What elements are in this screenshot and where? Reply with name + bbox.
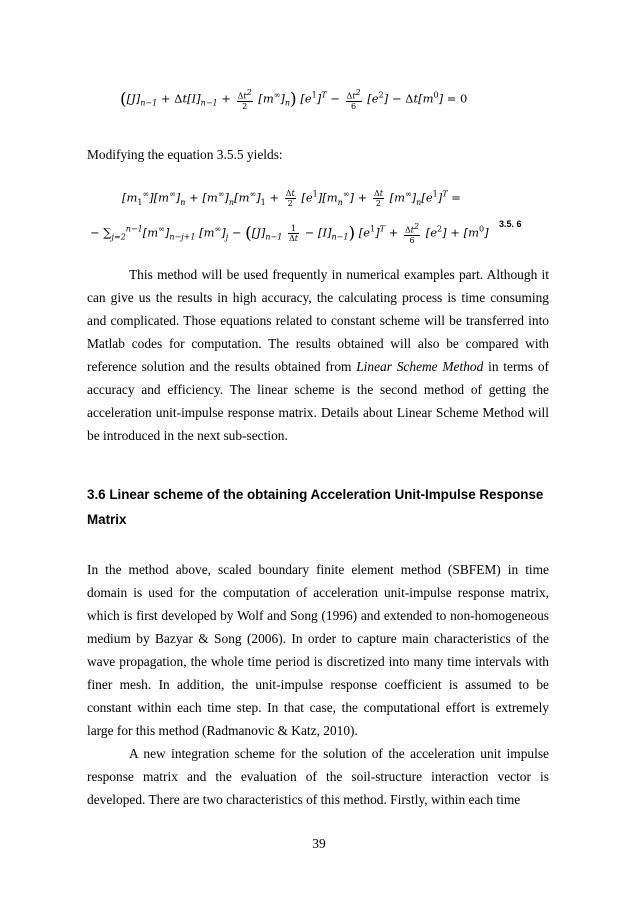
equation-356-line1: $[m_1^\infty][m^\infty]_n + [m^\infty]_n[m^\infty]_1$ + $\frac{\Delta t}{2}$ $[e^1][m_n^\infty]$ + $\frac{\Delta t}{2}$ $[m^\infty]_n[e^1]^T$ = [122,189,461,208]
section-heading: 3.6 Linear scheme of the obtaining Acceleration Unit-Impulse Response Matrix [87,487,544,527]
equation-top: ($[J]_{n-1} + \Delta t[I]_{n-1}$ + $\frac{\Delta t^2}{2}$ $[m^\infty]_n$) $[e^1]^T$ − $\frac{\Delta t^2}{6}$ $[e^2] - \Delta t[m^0] = 0$ [120,88,468,111]
emphasis-linear-scheme-method: Linear Scheme Method [356,359,484,374]
paragraph-2: In the method above, scaled boundary finite element method (SBFEM) in time domain is used for the computation of acceleration unit-impulse response matrix, which is first developed by Wolf and Song (1996) and extended to non-homogeneous medium by Bazyar & Song (2006). In order to capture main characteristics of the wave propagation, the whole time period is discretized into many time intervals with finer mesh. In addition, the unit-impulse response coefficient is assumed to be constant within each time step. In that case, the computational effort is extremely large for this method (Radmanovic & Katz, 2010). [87,562,549,738]
paragraph-3: A new integration scheme for the solution of the acceleration unit impulse response matrix and the evaluation of the soil-structure interaction vector is developed. There are two characteristics of this method. Firstly, within each time [87,746,549,807]
paragraph-1: This method will be used frequently in numerical examples part. Although it can give us the results in high accuracy, the calculating process is time consuming and complicated. Those equations related to constant scheme will be transferred into Matlab codes for computation. The results obtained will also be compared with reference solution and the results obtained from Linear Scheme Method in terms of accuracy and efficiency. The linear scheme is the second method of getting the acceleration unit-impulse response matrix. Details about Linear Scheme Method will be introduced in the next sub-section. [87,267,549,443]
page-number: 39 [312,836,326,851]
modifying-line: Modifying the equation 3.5.5 yields: [87,147,283,162]
equation-number: 3.5. 6 [499,219,522,229]
equation-356-line2: − $\sum_{j=2}^{n-1}[m^\infty]_{n-j+1}$ $[m^\infty]_j - ([J]_{n-1}$ $\frac{1}{\Delta t}$ − $[I]_{n-1}$) $[e^1]^T$ + $\frac{\Delta t^2}{6}$ $[e^2] + [m^0]$ [90,222,489,245]
